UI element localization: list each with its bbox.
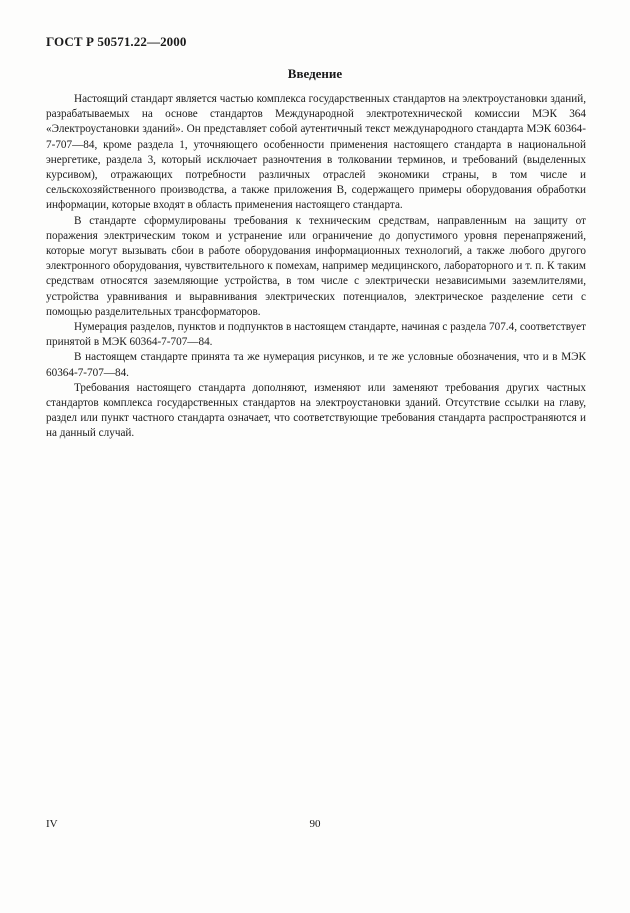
section-title: Введение [287,66,343,81]
paragraph-figures: В настоящем стандарте принята та же нумерация рисунков, и те же условные обозначения, что и в МЭК 60364-7-707—84. [46,351,586,379]
body-text [46,92,586,442]
paragraph-requirements: В стандарте сформулированы требования к техническим средствам, направленным на защиту от поражения электрическим током и устранение или ограничение до допустимого уровня перенапряжений, которые могут вызывать сбои в работе оборудования информационных технологий, а также любого другого электронного оборудования, чувствительного к помехам, например медицинского, лабораторного и т. п. К таким средствам относятся заземляющие устройства, в том числе с электрически независимыми заземлителями, устройства уравнивания и выравнивания электрических потенциалов, электрическое разделение сети с помощью разделительных трансформаторов. [46,214,586,318]
standard-id-header: ГОСТ Р 50571.22—2000 [46,34,187,49]
roman-page-number: IV [46,818,58,830]
paragraph-intro: Настоящий стандарт является частью комплекса государственных стандартов на электроустановки зданий, разрабатываемых на основе стандартов Международной электротехнической комиссии МЭК 364 «Электроустановки зданий». Он представляет собой аутентичный текст международного стандарта МЭК 60364-7-707—84, кроме раздела 1, уточняющего особенности применения настоящего стандарта в национальной энергетике, раздела 3, который исключает разночтения в толковании терминов, и требований (выделенных курсивом), отражающих потребности различных отраслей экономики страны, в том числе и сельскохозяйственного производства, а также приложения В, содержащего примеры оборудования обработки информации, которые входят в область применения настоящего стандарта. [46,93,586,212]
page-number: 90 [309,818,321,830]
paragraph-supplement: Требования настоящего стандарта дополняют, изменяют или заменяют требования других частных стандартов комплекса государственных стандартов на электроустановки зданий. Отсутствие ссылки на главу, раздел или пункт частного стандарта означает, что соответствующие требования стандарта распространяются и на данный случай. [46,381,586,440]
paragraph-numbering: Нумерация разделов, пунктов и подпунктов в настоящем стандарте, начиная с раздела 707.4, соответствует принятой в МЭК 60364-7-707—84. [46,321,586,349]
